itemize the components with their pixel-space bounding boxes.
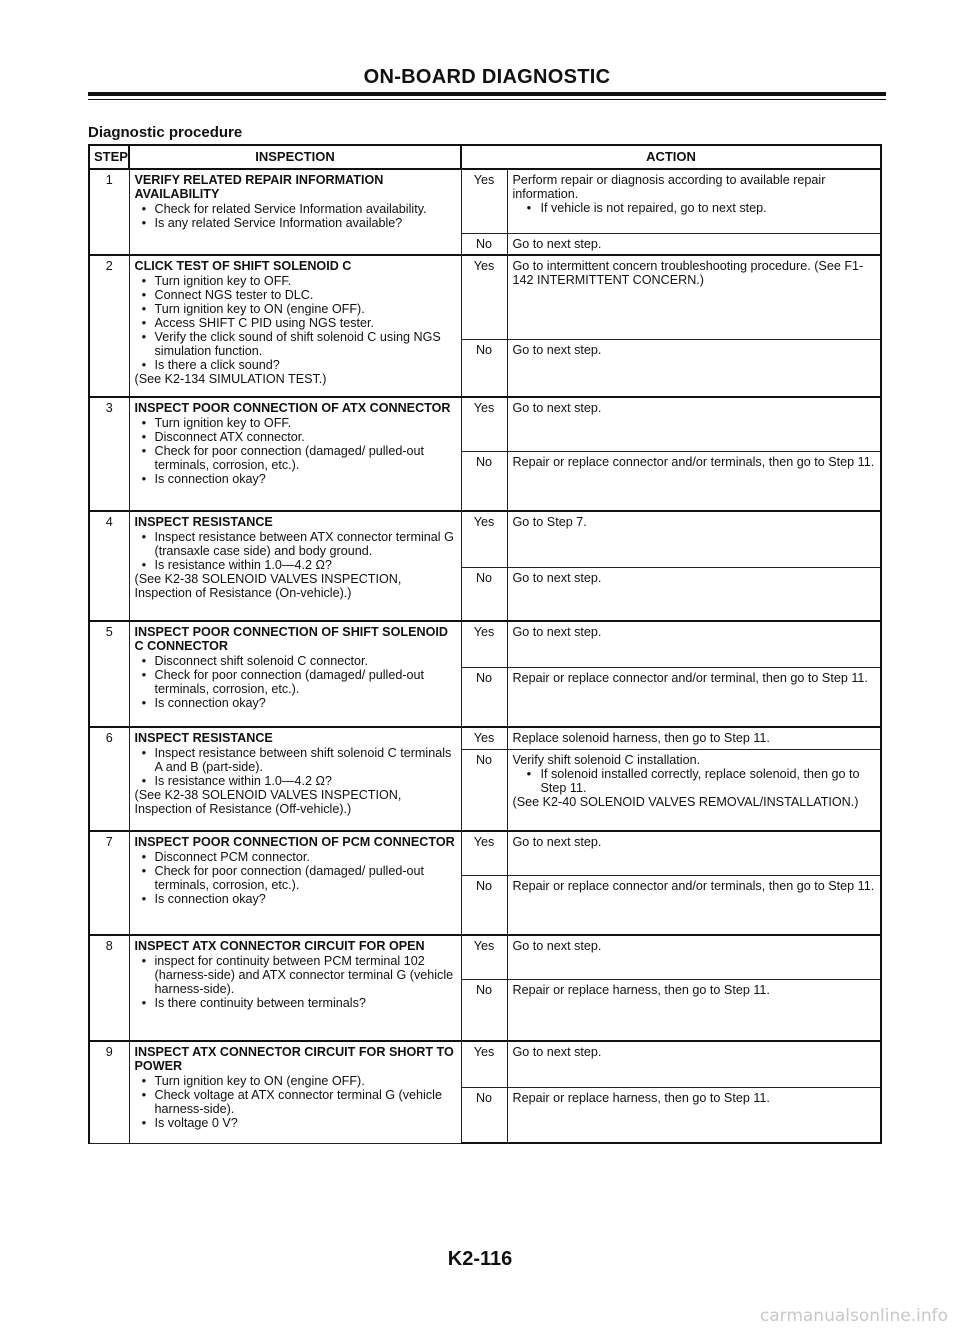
inspection-bullet: ● Disconnect shift solenoid C connector. xyxy=(135,654,456,668)
table-row xyxy=(89,1041,881,1087)
page-header-title: ON-BOARD DIAGNOSTIC xyxy=(363,66,611,88)
step-number: 6 xyxy=(89,727,129,831)
action-text: Go to next step. xyxy=(512,625,602,639)
result-label: Yes xyxy=(461,1041,507,1087)
inspection-bullet: ● Is resistance within 1.0—4.2 Ω? xyxy=(135,774,456,788)
inspection-cell xyxy=(129,169,461,255)
inspection-reference-note: (See K2-134 SIMULATION TEST.) xyxy=(134,372,327,386)
action-text: Repair or replace connector and/or terminals, then go to Step 11. xyxy=(512,454,875,469)
inspection-bullets xyxy=(135,416,456,486)
inspection-bullet: ● Disconnect ATX connector. xyxy=(135,430,456,444)
result-label: No xyxy=(461,567,507,621)
result-label: Yes xyxy=(461,831,507,875)
action-cell xyxy=(507,875,881,935)
inspection-cell xyxy=(129,621,461,727)
table-row xyxy=(89,831,881,875)
inspection-title: INSPECT RESISTANCE xyxy=(134,731,273,745)
step-number: 5 xyxy=(89,621,129,727)
action-text: Go to next step. xyxy=(512,939,602,953)
inspection-bullets xyxy=(135,530,456,572)
table-row xyxy=(89,511,881,567)
action-cell xyxy=(507,1041,881,1087)
inspection-title: INSPECT ATX CONNECTOR CIRCUIT FOR SHORT TO POWER xyxy=(134,1045,454,1073)
result-label: Yes xyxy=(461,727,507,749)
action-cell xyxy=(507,979,881,1041)
action-text: Replace solenoid harness, then go to Step 11. xyxy=(512,731,770,745)
action-text: Go to next step. xyxy=(512,570,602,585)
inspection-title: INSPECT POOR CONNECTION OF ATX CONNECTOR xyxy=(134,401,451,415)
table-row xyxy=(89,935,881,979)
step-number: 4 xyxy=(89,511,129,621)
inspection-bullet: ● Disconnect PCM connector. xyxy=(135,850,456,864)
table-row xyxy=(89,621,881,667)
inspection-cell xyxy=(129,831,461,935)
action-cell xyxy=(507,233,881,255)
step-number: 9 xyxy=(89,1041,129,1143)
inspection-bullet: ● inspect for continuity between PCM terminal 102 (harness-side) and ATX connector terminal G (vehicle harness-side). xyxy=(135,954,456,996)
result-label: Yes xyxy=(461,397,507,451)
inspection-bullet: ● Is voltage 0 V? xyxy=(135,1116,456,1130)
page-number: K2-116 xyxy=(447,1248,513,1270)
inspection-bullet: ● Check for poor connection (damaged/ pulled-out terminals, corrosion, etc.). xyxy=(135,444,456,472)
header-rule-thin xyxy=(88,99,886,100)
action-reference-note: (See K2-40 SOLENOID VALVES REMOVAL/INSTALLATION.) xyxy=(512,794,859,809)
column-header-step: STEP xyxy=(89,145,129,169)
action-text: Go to Step 7. xyxy=(512,515,587,529)
inspection-bullet: ● Is there continuity between terminals? xyxy=(135,996,456,1010)
result-label: No xyxy=(461,233,507,255)
step-number: 3 xyxy=(89,397,129,511)
action-bullets xyxy=(513,201,876,215)
inspection-title: CLICK TEST OF SHIFT SOLENOID C xyxy=(134,259,352,273)
inspection-bullets xyxy=(135,654,456,710)
inspection-bullet: ● Check for poor connection (damaged/ pulled-out terminals, corrosion, etc.). xyxy=(135,864,456,892)
inspection-cell xyxy=(129,1041,461,1143)
step-number: 1 xyxy=(89,169,129,255)
result-label: Yes xyxy=(461,255,507,339)
inspection-cell xyxy=(129,727,461,831)
inspection-bullet: ● Check for related Service Information availability. xyxy=(135,202,456,216)
inspection-reference-note: (See K2-38 SOLENOID VALVES INSPECTION, Inspection of Resistance (On-vehicle).) xyxy=(134,572,402,600)
action-cell xyxy=(507,451,881,511)
action-bullets xyxy=(513,767,876,795)
inspection-cell xyxy=(129,397,461,511)
inspection-bullet: ● Check for poor connection (damaged/ pulled-out terminals, corrosion, etc.). xyxy=(135,668,456,696)
inspection-bullets xyxy=(135,850,456,906)
inspection-bullet: ● Verify the click sound of shift solenoid C using NGS simulation function. xyxy=(135,330,456,358)
inspection-cell xyxy=(129,255,461,397)
column-header-inspection: INSPECTION xyxy=(129,145,461,169)
action-bullet: ● If vehicle is not repaired, go to next step. xyxy=(513,201,876,215)
inspection-reference-note: (See K2-38 SOLENOID VALVES INSPECTION, Inspection of Resistance (Off-vehicle).) xyxy=(134,788,402,816)
inspection-bullets xyxy=(135,1074,456,1130)
inspection-title: INSPECT ATX CONNECTOR CIRCUIT FOR OPEN xyxy=(134,939,425,953)
inspection-bullets xyxy=(135,746,456,788)
action-bullet: ● If solenoid installed correctly, replace solenoid, then go to Step 11. xyxy=(513,767,876,795)
action-text: Verify shift solenoid C installation. xyxy=(512,752,701,767)
table-row xyxy=(89,727,881,749)
action-cell xyxy=(507,935,881,979)
action-text: Go to next step. xyxy=(512,401,602,415)
inspection-bullet: ● Is any related Service Information available? xyxy=(135,216,456,230)
inspection-title: INSPECT RESISTANCE xyxy=(134,515,273,529)
inspection-bullet: ● Check voltage at ATX connector terminal G (vehicle harness-side). xyxy=(135,1088,456,1116)
result-label: Yes xyxy=(461,621,507,667)
action-text: Go to next step. xyxy=(512,342,602,357)
step-number: 2 xyxy=(89,255,129,397)
action-cell xyxy=(507,511,881,567)
action-text: Repair or replace connector and/or terminals, then go to Step 11. xyxy=(512,878,875,893)
action-text: Repair or replace connector and/or terminal, then go to Step 11. xyxy=(512,670,868,685)
action-text: Go to next step. xyxy=(512,1045,602,1059)
inspection-bullet: ● Is connection okay? xyxy=(135,696,456,710)
action-cell xyxy=(507,1087,881,1143)
inspection-bullet: ● Turn ignition key to OFF. xyxy=(135,416,456,430)
result-label: Yes xyxy=(461,169,507,233)
diagnostic-procedure-table xyxy=(88,144,882,1144)
action-text: Repair or replace harness, then go to Step 11. xyxy=(512,982,770,997)
inspection-bullets xyxy=(135,954,456,1010)
header-rule xyxy=(88,92,886,96)
inspection-bullet: ● Turn ignition key to OFF. xyxy=(135,274,456,288)
action-cell xyxy=(507,255,881,339)
step-number: 8 xyxy=(89,935,129,1041)
watermark: carmanualsonline.info xyxy=(759,1306,948,1326)
inspection-cell xyxy=(129,511,461,621)
table-header-row xyxy=(89,145,881,169)
result-label: No xyxy=(461,749,507,831)
step-number: 7 xyxy=(89,831,129,935)
inspection-bullet: ● Turn ignition key to ON (engine OFF). xyxy=(135,1074,456,1088)
result-label: Yes xyxy=(461,511,507,567)
action-cell xyxy=(507,727,881,749)
action-text: Go to intermittent concern troubleshooting procedure. (See F1-142 INTERMITTENT CONCERN.) xyxy=(512,259,864,287)
inspection-bullets xyxy=(135,274,456,372)
action-cell xyxy=(507,749,881,831)
action-text: Perform repair or diagnosis according to available repair information. xyxy=(512,173,826,201)
result-label: No xyxy=(461,979,507,1041)
result-label: No xyxy=(461,667,507,727)
result-label: No xyxy=(461,451,507,511)
inspection-title: INSPECT POOR CONNECTION OF PCM CONNECTOR xyxy=(134,835,455,849)
inspection-bullet: ● Is connection okay? xyxy=(135,472,456,486)
section-title: Diagnostic procedure xyxy=(88,124,243,141)
action-text: Go to next step. xyxy=(512,835,602,849)
action-cell xyxy=(507,667,881,727)
inspection-bullet: ● Is there a click sound? xyxy=(135,358,456,372)
column-header-action: ACTION xyxy=(461,145,881,169)
action-cell xyxy=(507,621,881,667)
table-row xyxy=(89,255,881,339)
action-cell xyxy=(507,169,881,233)
table-row xyxy=(89,169,881,233)
action-cell xyxy=(507,567,881,621)
action-cell xyxy=(507,339,881,397)
inspection-bullet: ● Access SHIFT C PID using NGS tester. xyxy=(135,316,456,330)
inspection-title: VERIFY RELATED REPAIR INFORMATION AVAILABILITY xyxy=(134,173,384,201)
result-label: Yes xyxy=(461,935,507,979)
action-text: Go to next step. xyxy=(512,236,602,251)
action-cell xyxy=(507,397,881,451)
result-label: No xyxy=(461,339,507,397)
inspection-bullet: ● Is connection okay? xyxy=(135,892,456,906)
action-text: Repair or replace harness, then go to Step 11. xyxy=(512,1090,770,1105)
inspection-bullets xyxy=(135,202,456,230)
action-cell xyxy=(507,831,881,875)
inspection-bullet: ● Is resistance within 1.0—4.2 Ω? xyxy=(135,558,456,572)
inspection-bullet: ● Connect NGS tester to DLC. xyxy=(135,288,456,302)
table-body xyxy=(89,169,881,1143)
inspection-bullet: ● Turn ignition key to ON (engine OFF). xyxy=(135,302,456,316)
inspection-bullet: ● Inspect resistance between ATX connector terminal G (transaxle case side) and body ground. xyxy=(135,530,456,558)
table-row xyxy=(89,397,881,451)
result-label: No xyxy=(461,1087,507,1143)
result-label: No xyxy=(461,875,507,935)
inspection-cell xyxy=(129,935,461,1041)
inspection-title: INSPECT POOR CONNECTION OF SHIFT SOLENOID C CONNECTOR xyxy=(134,625,448,653)
inspection-bullet: ● Inspect resistance between shift solenoid C terminals A and B (part-side). xyxy=(135,746,456,774)
